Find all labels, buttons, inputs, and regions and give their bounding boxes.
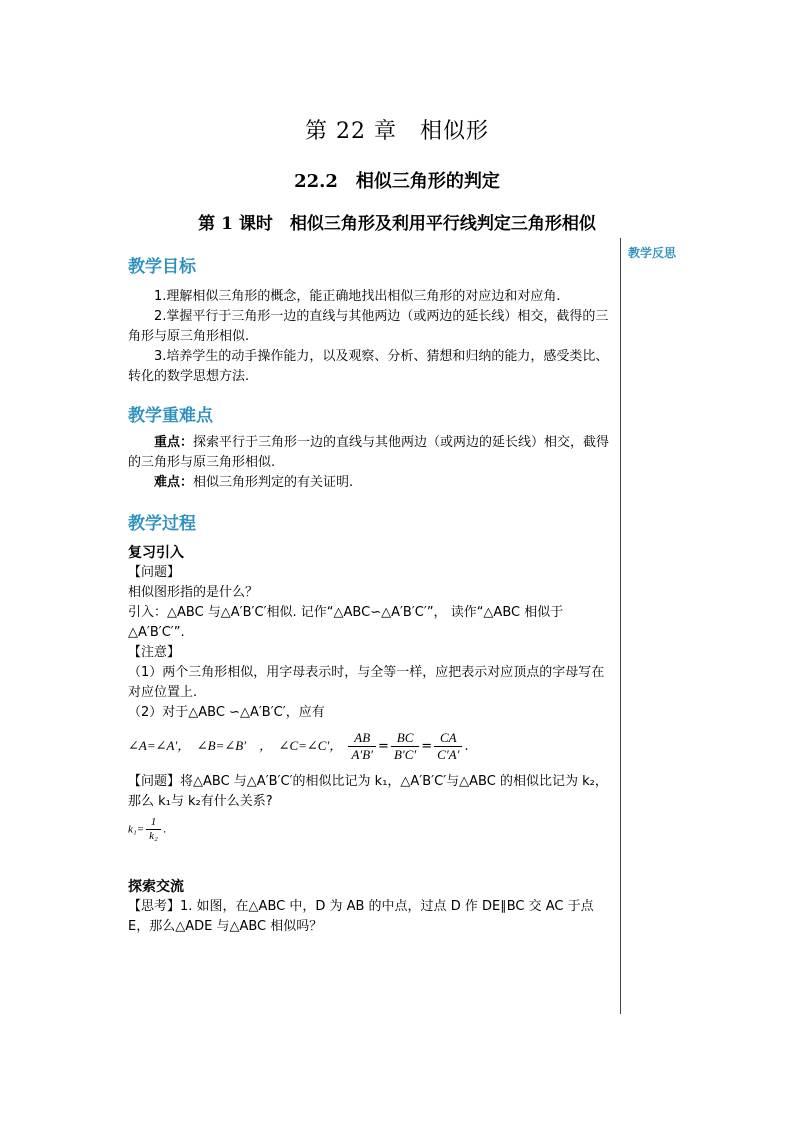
objective-item: 3.培养学生的动手操作能力，以及观察、分析、猜想和归纳的能力，感受类比、转化的数学思想方法. — [128, 349, 609, 384]
fraction-bc-den: B′C′ — [393, 747, 417, 762]
correspondence-formula: ∠A=∠A′， ∠B=∠B′ ， ∠C=∠C′， $\frac{AB}{A'B'}$ = $\frac{BC}{B'C'}$ = $\frac{CA}{C'A'}$ . — [128, 730, 469, 762]
question2-block — [128, 772, 616, 812]
think-block — [128, 897, 616, 937]
objective-item: 1.理解相似三角形的概念，能正确地找出相似三角形的对应边和对应角. — [154, 289, 561, 304]
review-block — [128, 563, 616, 723]
chapter-title: 第 22 章 相似形 — [305, 119, 489, 144]
k-answer-num: 1 — [146, 816, 161, 830]
difficult-label: 难点： — [154, 475, 194, 490]
fraction-ab-den: A′B′ — [351, 747, 374, 762]
objective-item: 2.掌握平行于三角形一边的直线与其他两边（或两边的延长线）相交，截得的三角形与原三角形相似. — [128, 309, 609, 344]
fraction-ab — [348, 730, 376, 763]
reflection-label: 教学反思 — [628, 246, 677, 260]
note-1: （1）两个三角形相似，用字母表示时，与全等一样，应把表示对应顶点的字母写在对应位置上. — [128, 665, 605, 700]
think-tag: 【思考】 — [128, 899, 181, 914]
process-heading: 教学过程 — [128, 514, 196, 534]
difficult-point — [128, 473, 616, 493]
question2-text: 将△ABC 与△A′B′C′的相似比记为 k₁，△A′B′C′与△ABC 的相似比记为 k₂，那么 k₁与 k₂有什么关系? — [128, 774, 608, 809]
fraction-ca-den: C′A′ — [437, 747, 460, 762]
intro-text: 引入：△ABC 与△A′B′C′相似. 记作“△ABC∽△A′B′C′”， 读作“△ABC 相似于△A′B′C′”. — [128, 605, 564, 640]
fraction-ca — [434, 730, 462, 763]
margin-divider — [620, 238, 621, 1014]
fraction-bc-num: BC — [391, 730, 419, 747]
k-answer-fraction — [146, 816, 161, 843]
k-answer-den: k₂ — [149, 830, 158, 842]
angle-equalities: ∠A=∠A′， ∠B=∠B′ ， ∠C=∠C′， — [128, 738, 343, 753]
key-points-heading: 教学重难点 — [128, 406, 213, 426]
lesson-title: 第 1 课时 相似三角形及利用平行线判定三角形相似 — [198, 214, 596, 234]
objectives-heading: 教学目标 — [128, 257, 196, 277]
section-title: 22.2 相似三角形的判定 — [294, 171, 500, 192]
explore-title: 探索交流 — [128, 879, 184, 895]
fraction-ab-num: AB — [348, 730, 376, 747]
k-answer: k₁= $\frac{1}{\text{k₂}}$ . — [128, 816, 167, 842]
review-title: 复习引入 — [128, 545, 184, 561]
note-2: （2）对于△ABC ∽△A′B′C′，应有 — [128, 705, 325, 720]
k-answer-lhs: k₁= — [128, 823, 145, 836]
note-tag: 【注意】 — [128, 645, 181, 660]
think-text: 1. 如图，在△ABC 中，D 为 AB 的中点，过点 D 作 DE∥BC 交 AC 于点 E，那么△ADE 与△ABC 相似吗？ — [128, 899, 594, 934]
question-tag: 【问题】 — [128, 565, 181, 580]
difficult-text: 相似三角形判定的有关证明. — [193, 475, 354, 490]
question2-tag: 【问题】 — [128, 774, 181, 789]
fraction-ca-num: CA — [434, 730, 462, 747]
objectives-list — [128, 287, 616, 387]
key-text: 探索平行于三角形一边的直线与其他两边（或两边的延长线）相交，截得的三角形与原三角形相似. — [128, 435, 610, 470]
question-text: 相似图形指的是什么？ — [128, 585, 259, 600]
key-points-body — [128, 433, 616, 493]
key-label: 重点： — [154, 435, 194, 450]
key-point — [128, 433, 616, 473]
fraction-bc — [391, 730, 419, 763]
